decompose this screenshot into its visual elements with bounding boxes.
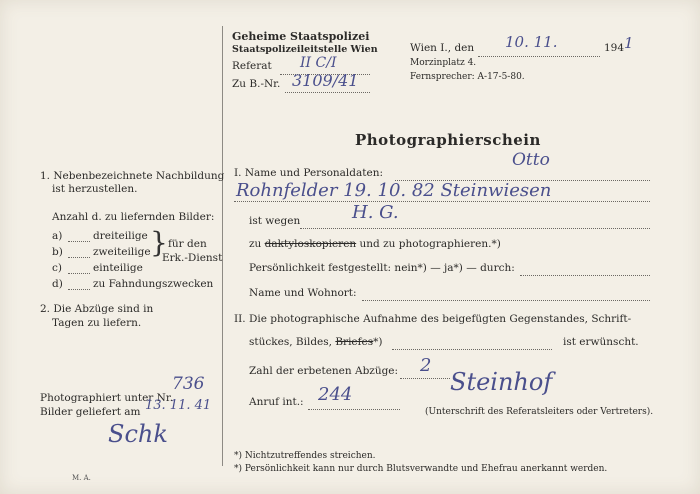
section2-briefes-struck: Briefes bbox=[335, 336, 374, 348]
delivered-value: 13. 11. 41 bbox=[145, 398, 212, 413]
wegen-label: ist wegen bbox=[249, 215, 301, 227]
person-line: Rohnfelder 19. 10. 82 Steinwiesen bbox=[236, 180, 552, 201]
form-title: Photographierschein bbox=[355, 131, 541, 149]
name-wohnort-label: Name und Wohnort: bbox=[249, 287, 357, 299]
option-d-label: zu Fahndungszwecken bbox=[93, 278, 214, 290]
referat-value: II C/I bbox=[300, 55, 337, 71]
option-b-letter: b) bbox=[52, 246, 63, 258]
zu-rest: und zu photographieren.*) bbox=[359, 238, 501, 250]
footer-code: M. A. bbox=[72, 474, 91, 482]
section2-line1: II. Die photographische Aufnahme des beigefügten Gegenstandes, Schrift- bbox=[234, 313, 632, 325]
zu-word: zu bbox=[249, 238, 262, 250]
option-b-dots bbox=[68, 257, 90, 258]
right-signature: Steinhof bbox=[450, 368, 553, 396]
signature-caption: (Unterschrift des Referatsleiters oder Vertreters). bbox=[425, 407, 654, 417]
option-b-label: zweiteilige bbox=[93, 246, 151, 258]
persoenlichkeit-dots bbox=[520, 275, 650, 276]
section2-line2 bbox=[249, 336, 383, 348]
item2-line2: Tagen zu liefern. bbox=[52, 317, 142, 329]
org-name: Geheime Staatspolizei bbox=[232, 30, 370, 43]
item1-line1: 1. Nebenbezeichnete Nachbildung bbox=[40, 170, 225, 182]
year-suffix: 1 bbox=[624, 34, 634, 52]
section2-line2-b: *) bbox=[373, 336, 383, 348]
count-label: Anzahl d. zu liefernden Bilder: bbox=[52, 211, 215, 223]
zu-label: Zu B.-Nr. bbox=[232, 78, 281, 90]
brace: } bbox=[150, 226, 168, 259]
footnote-2: *) Persönlichkeit kann nur durch Blutsverwandte und Ehefrau anerkannt werden. bbox=[234, 464, 608, 474]
photographed-value: 736 bbox=[172, 374, 205, 394]
year-prefix: 194 bbox=[604, 42, 625, 54]
name-wohnort-dots bbox=[362, 300, 650, 301]
option-a-letter: a) bbox=[52, 230, 63, 242]
phone: Fernsprecher: A-17-5-80. bbox=[410, 72, 525, 82]
referat-label: Referat bbox=[232, 60, 272, 72]
abzuege-dots bbox=[400, 378, 450, 379]
delivered-label: Bilder geliefert am bbox=[40, 406, 141, 418]
person-dots bbox=[234, 201, 650, 202]
option-a-dots bbox=[68, 241, 90, 242]
section1-label: I. Name und Personaldaten: bbox=[234, 167, 383, 179]
footnote-1: *) Nichtzutreffendes streichen. bbox=[234, 451, 376, 461]
photographed-label: Photographiert unter Nr. bbox=[40, 392, 174, 404]
date-value: 10. 11. bbox=[505, 33, 558, 51]
section2-line2-a: stückes, Bildes, bbox=[249, 336, 332, 348]
zu-photo-line bbox=[249, 238, 501, 250]
address: Morzinplatz 4. bbox=[410, 58, 477, 68]
option-d-letter: d) bbox=[52, 278, 63, 290]
persoenlichkeit-label: Persönlichkeit festgestellt: nein*) — ja*) — durch: bbox=[249, 262, 515, 274]
option-c-label: einteilige bbox=[93, 262, 143, 274]
abzuege-value: 2 bbox=[420, 355, 432, 376]
org-sub-name: Staatspolizeileitstelle Wien bbox=[232, 44, 378, 55]
anruf-value: 244 bbox=[318, 384, 353, 405]
item1-line2: ist herzustellen. bbox=[52, 183, 138, 195]
date-dots bbox=[478, 56, 600, 57]
daktylo-struck: daktyloskopieren bbox=[264, 238, 357, 250]
anruf-dots bbox=[308, 409, 400, 410]
abzuege-label: Zahl der erbetenen Abzüge: bbox=[249, 365, 399, 377]
left-signature: Schk bbox=[108, 420, 168, 448]
wegen-dots bbox=[300, 228, 650, 229]
zu-value: 3109/41 bbox=[292, 71, 359, 90]
first-name: Otto bbox=[512, 150, 550, 170]
option-c-letter: c) bbox=[52, 262, 62, 274]
place-label: Wien I., den bbox=[410, 42, 475, 54]
option-c-dots bbox=[68, 273, 90, 274]
wegen-value: H. G. bbox=[352, 202, 399, 223]
anruf-label: Anruf int.: bbox=[249, 396, 304, 408]
section2-line2-end: ist erwünscht. bbox=[563, 336, 639, 348]
option-d-dots bbox=[68, 289, 90, 290]
zu-dots bbox=[285, 92, 370, 93]
section2-dots bbox=[392, 349, 552, 350]
column-divider bbox=[222, 26, 223, 466]
item2-line1: 2. Die Abzüge sind in bbox=[40, 303, 154, 315]
option-a-label: dreiteilige bbox=[93, 230, 148, 242]
brace-label-line2: Erk.-Dienst bbox=[162, 252, 223, 264]
brace-label-line1: für den bbox=[168, 238, 207, 250]
